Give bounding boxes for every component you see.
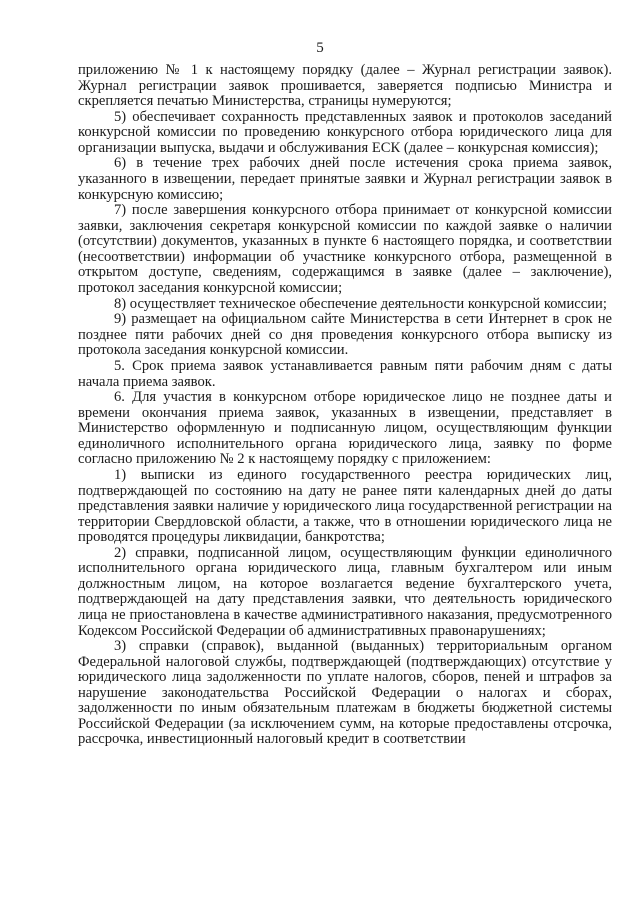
paragraph-subitem-3: 3) справки (справок), выданной (выданных) территориальным органом Федеральной налоговой службы, подтверждающей (подтверждающих) отсутствие у юридического лица задолженности по уплате налогов, сборов, пеней и штрафов за нарушение законодательства Российской Федерации о налогах и сборах, задолженности по иным обязательным платежам в бюджеты бюджетной системы Российской Федерации (за исключением сумм, на которые предоставлены отсрочка, рассрочка, инвестиционный налоговый кредит в соответствии [78, 638, 612, 748]
paragraph-item-7: 7) после завершения конкурсного отбора принимает от конкурсной комиссии заявки, заключения секретаря конкурсной комиссии по каждой заявке о наличии (отсутствии) документов, указанных в пункте 6 настоящего порядка, и соответствии (несоответствии) информации об участнике конкурсного отбора, размещенной в открытом доступе, сведениям, содержащимся в заявке (далее – заключение), протокол заседания конкурсной комиссии; [78, 202, 612, 296]
paragraph-continuation: приложению № 1 к настоящему порядку (далее – Журнал регистрации заявок). Журнал регистрации заявок прошивается, заверяется подписью Министра и скрепляется печатью Министерства, страницы нумеруются; [78, 62, 612, 110]
paragraph-subitem-2: 2) справки, подписанной лицом, осуществляющим функции единоличного исполнительного органа юридического лица, главным бухгалтером или иным должностным лицом, на которое возлагается ведение бухгалтерского учета, подтверждающей на дату представления заявки, что деятельность юридического лица не приостановлена в качестве административного наказания, предусмотренного Кодексом Российской Федерации об административных правонарушениях; [78, 544, 612, 639]
paragraph-subitem-1: 1) выписки из единого государственного реестра юридических лиц, подтверждающей по состоянию на дату не ранее пяти календарных дней до даты представления заявки наличие у юридического лица государственной регистрации на территории Свердловской области, а также, что в отношении юридического лица не проводятся процедуры ликвидации, банкротства; [78, 466, 612, 546]
paragraph-item-5: 5) обеспечивает сохранность представленных заявок и протоколов заседаний конкурсной комиссии по проведению конкурсного отбора юридического лица для организации выпуска, выдачи и обслуживания ЕСК (далее – конкурсная комиссия); [78, 108, 612, 156]
document-body [78, 63, 612, 748]
paragraph-item-6: 6) в течение трех рабочих дней после истечения срока приема заявок, указанного в извещении, передает принятые заявки и Журнал регистрации заявок в конкурсную комиссию; [78, 155, 612, 203]
paragraph-clause-5: 5. Срок приема заявок устанавливается равным пяти рабочим дням с даты начала приема заявок. [78, 357, 612, 390]
page-number: 5 [316, 40, 324, 56]
paragraph-item-8: 8) осуществляет техническое обеспечение деятельности конкурсной комиссии; [114, 295, 607, 312]
paragraph-clause-6: 6. Для участия в конкурсном отборе юридическое лицо не позднее даты и времени окончания приема заявок, указанных в извещении, представляет в Министерство оформленную и подписанную лицом, осуществляющим функции единоличного исполнительного органа юридического лица, заявку по форме согласно приложению № 2 к настоящему порядку с приложением: [78, 389, 612, 468]
paragraph-item-9: 9) размещает на официальном сайте Министерства в сети Интернет в срок не позднее пяти рабочих дней со дня проведения конкурсного отбора выписку из протокола заседания конкурсной комиссии. [78, 311, 612, 359]
